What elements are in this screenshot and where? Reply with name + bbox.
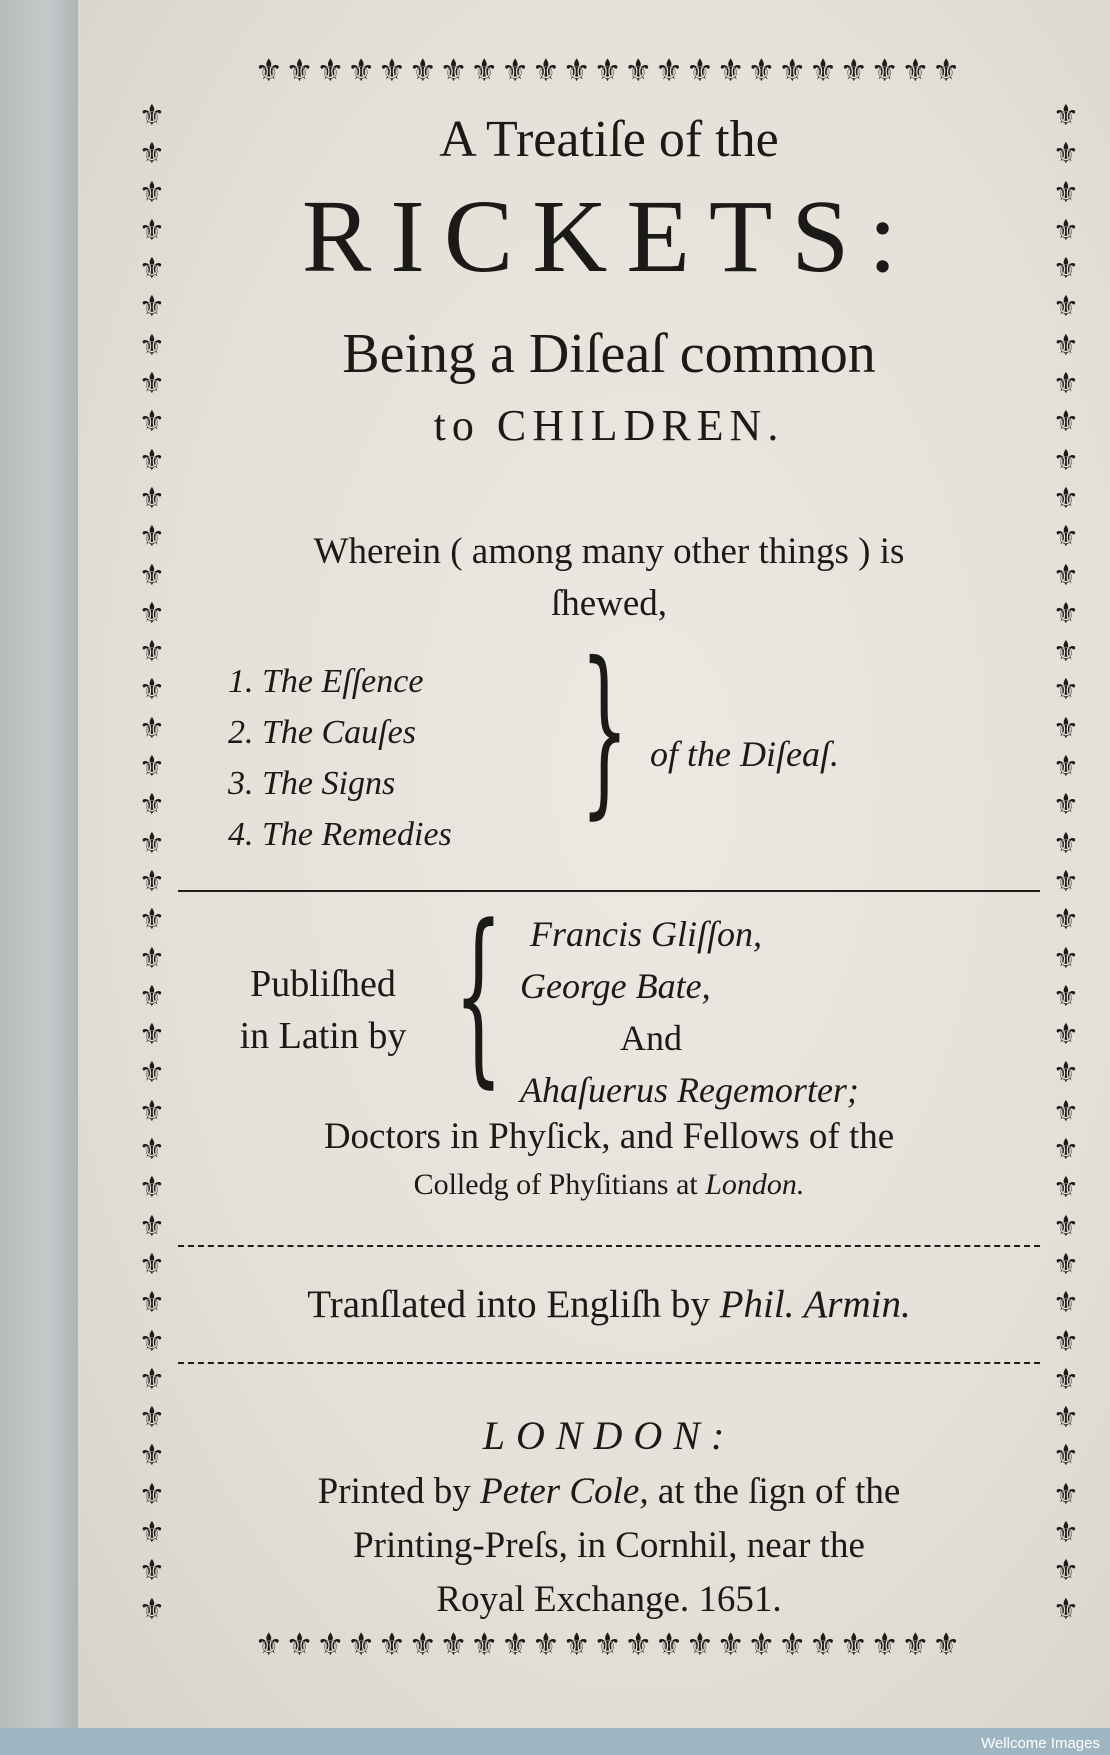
- credentials-text: Colledg of Phyſitians at: [413, 1168, 706, 1201]
- title-line-3: Being a Diſeaſ common: [342, 323, 876, 385]
- fleur-de-lis-border-bottom: ⚜⚜⚜⚜⚜⚜⚜⚜⚜⚜⚜⚜⚜⚜⚜⚜⚜⚜⚜⚜⚜⚜⚜: [254, 1630, 964, 1663]
- published-label: [218, 958, 428, 1062]
- image-credit: Wellcome Images: [981, 1735, 1100, 1752]
- list-item: George Bate,: [520, 966, 711, 1006]
- dashed-divider: [178, 1245, 1040, 1247]
- credentials-place: London.: [705, 1168, 805, 1201]
- list-item: And: [620, 1018, 682, 1058]
- list-item: 2. The Cauſes: [228, 714, 416, 751]
- imprint-line-3: Royal Exchange. 1651.: [436, 1579, 782, 1620]
- printer-name: Peter Cole,: [480, 1471, 649, 1512]
- book-title: RICKETS:: [301, 179, 917, 294]
- title-line-4: to CHILDREN.: [433, 401, 785, 450]
- imprint-text: Printed by: [317, 1471, 481, 1512]
- title-page-text: [178, 100, 1040, 1640]
- imprint-line-2: Printing-Preſs, in Cornhil, near the: [353, 1525, 865, 1566]
- translation-line: [178, 1282, 1040, 1327]
- fleur-de-lis-border-right: ⚜⚜⚜⚜⚜⚜⚜⚜⚜⚜⚜⚜⚜⚜⚜⚜⚜⚜⚜⚜⚜⚜⚜⚜⚜⚜⚜⚜⚜⚜⚜⚜⚜⚜⚜⚜⚜⚜⚜⚜: [1053, 98, 1079, 1626]
- credentials-line-1: Doctors in Phyſick, and Fellows of the: [323, 1116, 895, 1157]
- dashed-divider: [178, 1362, 1040, 1364]
- left-brace: {: [454, 885, 503, 1106]
- book-spine: [0, 0, 80, 1755]
- imprint-city: LONDON:: [482, 1413, 736, 1458]
- right-brace: }: [580, 624, 629, 837]
- points-list: [228, 656, 548, 860]
- list-item: 3. The Signs: [228, 765, 396, 802]
- divider-rule: [178, 890, 1040, 892]
- points-suffix: of the Diſeaſ.: [650, 734, 839, 774]
- list-item: Francis Gliſſon,: [530, 914, 762, 954]
- fleur-de-lis-border-left: ⚜⚜⚜⚜⚜⚜⚜⚜⚜⚜⚜⚜⚜⚜⚜⚜⚜⚜⚜⚜⚜⚜⚜⚜⚜⚜⚜⚜⚜⚜⚜⚜⚜⚜⚜⚜⚜⚜⚜⚜: [139, 98, 165, 1626]
- footer-bar: [0, 1728, 1110, 1755]
- list-item: Ahaſuerus Regemorter;: [520, 1070, 859, 1110]
- list-item: 1. The Eſſence: [228, 663, 424, 700]
- credentials-line-2: [178, 1168, 1040, 1202]
- authors-list: [520, 908, 980, 1116]
- imprint-line-1: [178, 1470, 1040, 1513]
- translation-text: Tranſlated into Engliſh by: [307, 1283, 720, 1326]
- title-line-1: A Treatiſe of the: [439, 111, 779, 168]
- translator-name: Phil. Armin.: [719, 1283, 911, 1326]
- intro-line-1: Wherein ( among many other things ) is: [313, 531, 905, 572]
- list-item: 4. The Remedies: [228, 816, 452, 853]
- published-line-2: in Latin by: [239, 1015, 407, 1057]
- published-line-1: Publiſhed: [250, 963, 396, 1005]
- fleur-de-lis-border-top: ⚜⚜⚜⚜⚜⚜⚜⚜⚜⚜⚜⚜⚜⚜⚜⚜⚜⚜⚜⚜⚜⚜⚜: [254, 56, 964, 89]
- intro-line-2: ſhewed,: [550, 583, 668, 624]
- imprint-text: at the ſign of the: [648, 1471, 901, 1512]
